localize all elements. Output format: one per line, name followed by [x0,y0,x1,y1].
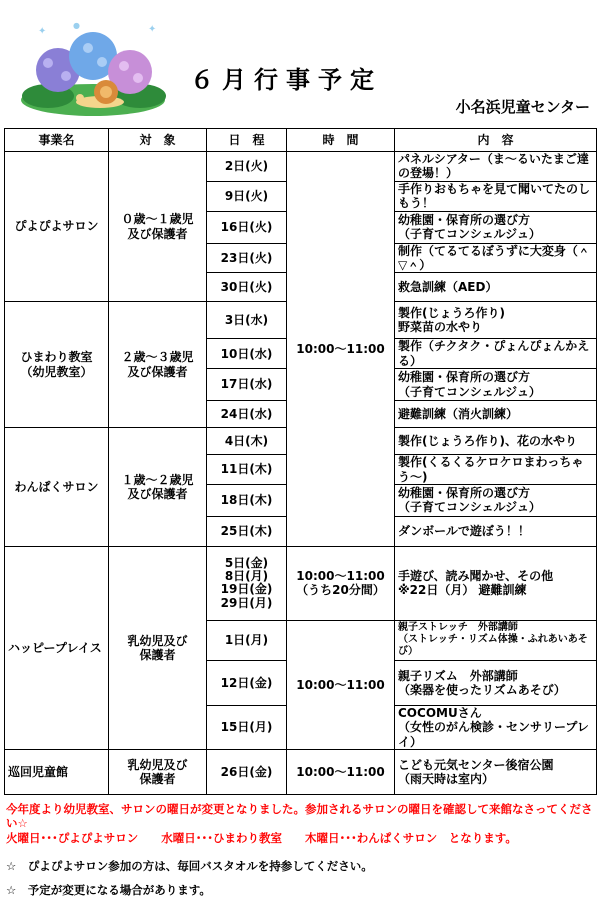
event-date: 12日(金) [207,660,287,705]
event-content: 制作（てるてるぼうずに大変身（＾▽＾） [395,243,597,273]
event-target: ２歳～３歳児 及び保護者 [109,302,207,428]
event-date: 23日(火) [207,243,287,273]
event-date: 10日(水) [207,339,287,369]
event-date: 2日(火) [207,152,287,182]
event-content: 幼稚園・保育所の選び方 （子育てコンシェルジュ） [395,369,597,401]
table-header-row [5,129,597,152]
event-content: COCOMUさん （女性のがん検診・センサリープレイ） [395,705,597,749]
event-name: わんぱくサロン [5,428,109,547]
event-date: 5日(金) 8日(月) 19日(金) 29日(月) [207,546,287,620]
event-date: 4日(木) [207,428,287,455]
event-date: 15日(月) [207,705,287,749]
svg-text:✦: ✦ [148,24,157,35]
note-towel: ☆ ぴよぴよサロン参加の方は、毎回バスタオルを持参してください。 [6,859,373,873]
event-content: 避難訓練（消火訓練） [395,401,597,428]
event-date: 26日(金) [207,750,287,795]
event-time: 10:00～11:00 [287,152,395,547]
event-date: 17日(水) [207,369,287,401]
event-content: 親子リズム 外部講師 （楽器を使ったリズムあそび） [395,660,597,705]
table-row [5,152,597,182]
notice-line-2: 火曜日･･･ぴよぴよサロン 水曜日･･･ひまわり教室 木曜日･･･わんぱくサロン となります。 [6,830,517,845]
event-content: 手遊び、読み聞かせ、その他 ※22日（月） 避難訓練 [395,546,597,620]
event-content: こども元気センター後宿公園 （雨天時は室内） [395,750,597,795]
svg-text:✦: ✦ [38,26,47,37]
header-target: 対 象 [109,129,207,152]
event-target: １歳～２歳児 及び保護者 [109,428,207,547]
schedule-table [4,128,597,795]
event-date: 3日(水) [207,302,287,339]
center-name: 小名浜児童センター [455,98,590,116]
event-name: 巡回児童館 [5,750,109,795]
event-content: パネルシアター（ま～るいたまご達の登場！） [395,152,597,182]
event-date: 30日(火) [207,273,287,302]
event-time: 10:00～11:00 [287,750,395,795]
change-notice [6,802,594,845]
event-date: 18日(木) [207,484,287,516]
event-content: 幼稚園・保育所の選び方 （子育てコンシェルジュ） [395,484,597,516]
hydrangea-snail-illustration [18,18,168,118]
event-content: 製作(じょうろ作り)、花の水やり [395,428,597,455]
event-content: ダンボールで遊ぼう！！ [395,516,597,546]
notice-line-1: 今年度より幼児教室、サロンの曜日が変更となりました。参加されるサロンの曜日を確認して来館なさってください☆ [6,802,593,831]
table-row [5,546,597,620]
event-date: 1日(月) [207,620,287,660]
event-content: 製作（チクタク・ぴょんぴょんかえる） [395,339,597,369]
table-row [5,750,597,795]
event-name: ひまわり教室 （幼児教室） [5,302,109,428]
event-time: 10:00～11:00 [287,620,395,749]
page-title: ６月行事予定 [190,66,382,94]
header-content: 内 容 [395,129,597,152]
event-date: 9日(火) [207,181,287,211]
event-name: ぴよぴよサロン [5,152,109,302]
event-target: 乳幼児及び 保護者 [109,546,207,749]
event-date: 16日(火) [207,211,287,243]
event-name: ハッピープレイス [5,546,109,749]
note-schedule-change: ☆ 予定が変更になる場合があります。 [6,883,211,897]
header [0,0,600,128]
event-content: 手作りおもちゃを見て聞いてたのしもう！ [395,181,597,211]
event-time: 10:00～11:00 （うち20分間） [287,546,395,620]
event-date: 25日(木) [207,516,287,546]
event-content: 親子ストレッチ 外部講師 （ストレッチ・リズム体操・ふれあいあそび） [395,620,597,660]
header-event: 事業名 [5,129,109,152]
event-target: 乳幼児及び 保護者 [109,750,207,795]
header-date: 日 程 [207,129,287,152]
event-content: 製作(くるくるケロケロまわっちゃう～) [395,455,597,485]
event-content: 製作(じょうろ作り) 野菜苗の水やり [395,302,597,339]
event-date: 24日(水) [207,401,287,428]
event-target: ０歳～１歳児 及び保護者 [109,152,207,302]
svg-text:●: ● [73,21,80,30]
event-date: 11日(木) [207,455,287,485]
event-content: 救急訓練（AED） [395,273,597,302]
event-content: 幼稚園・保育所の選び方 （子育てコンシェルジュ） [395,211,597,243]
header-time: 時 間 [287,129,395,152]
